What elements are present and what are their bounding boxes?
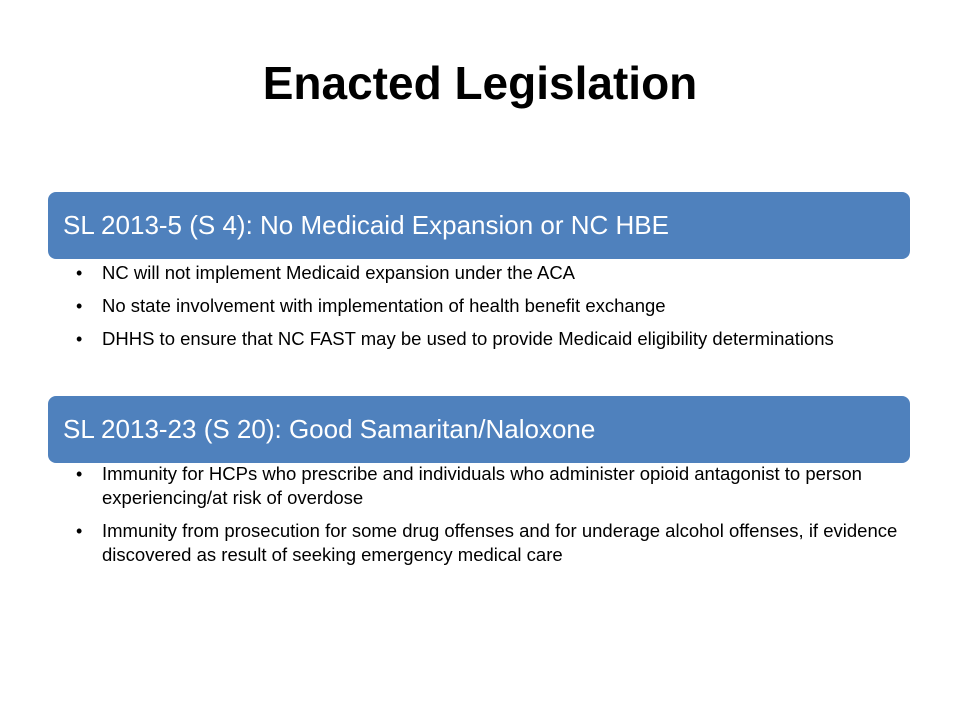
section-header-label: SL 2013-23 (S 20): Good Samaritan/Naloxone [63,414,596,444]
section-header-medicaid [48,192,910,259]
bullet-dot-icon: • [76,329,83,349]
bullet-list-medicaid [72,261,902,360]
list-item [72,327,902,351]
bullet-dot-icon: • [76,521,83,541]
bullet-dot-icon: • [76,296,83,316]
bullet-list-good-samaritan [72,462,902,576]
bullet-text: Immunity for HCPs who prescribe and individuals who administer opioid antagonist to person experiencing/at risk of overdose [102,463,862,508]
bullet-text: NC will not implement Medicaid expansion under the ACA [102,262,576,283]
list-item [72,519,902,567]
bullet-text: Immunity from prosecution for some drug offenses and for underage alcohol offenses, if evidence discovered as result of seeking emergency medical care [102,520,898,565]
section-header-label: SL 2013-5 (S 4): No Medicaid Expansion or NC HBE [63,210,669,240]
bullet-dot-icon: • [76,263,83,283]
bullet-text: No state involvement with implementation of health benefit exchange [102,295,666,316]
list-item [72,462,902,510]
bullet-text: DHHS to ensure that NC FAST may be used to provide Medicaid eligibility determinations [102,328,834,349]
list-item [72,294,902,318]
section-header-good-samaritan [48,396,910,463]
bullet-dot-icon: • [76,464,83,484]
list-item [72,261,902,285]
slide-title: Enacted Legislation [262,57,698,109]
